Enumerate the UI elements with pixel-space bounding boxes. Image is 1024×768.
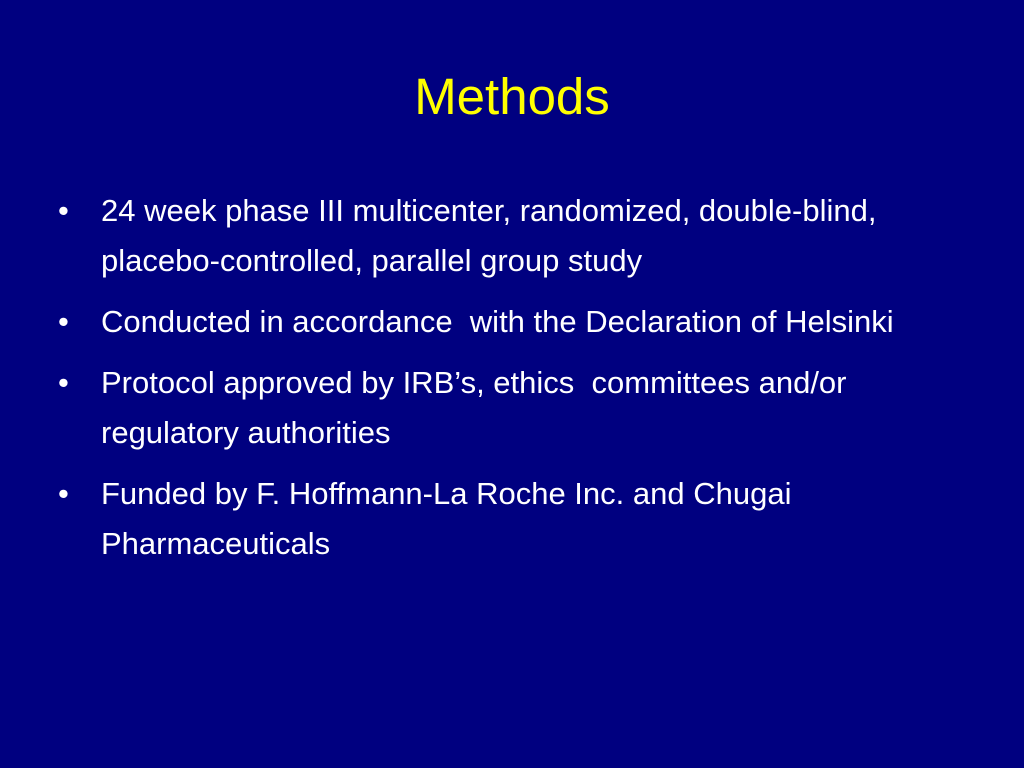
- bullet-icon: •: [58, 365, 69, 400]
- bullet-item: [58, 469, 968, 569]
- slide-title: Methods: [414, 68, 610, 125]
- bullet-icon: •: [58, 193, 69, 228]
- bullet-item: [58, 358, 968, 458]
- bullet-text: Protocol approved by IRB’s, ethics committees and/or regulatory authorities: [101, 365, 856, 450]
- bullet-list: [58, 186, 968, 580]
- bullet-icon: •: [58, 304, 69, 339]
- bullet-text: Conducted in accordance with the Declaration of Helsinki: [101, 304, 894, 339]
- bullet-item: [58, 297, 968, 347]
- bullet-text: 24 week phase III multicenter, randomized, double-blind, placebo-controlled, parallel group study: [101, 193, 886, 278]
- bullet-item: [58, 186, 968, 286]
- bullet-text: Funded by F. Hoffmann-La Roche Inc. and Chugai Pharmaceuticals: [101, 476, 801, 561]
- bullet-icon: •: [58, 476, 69, 511]
